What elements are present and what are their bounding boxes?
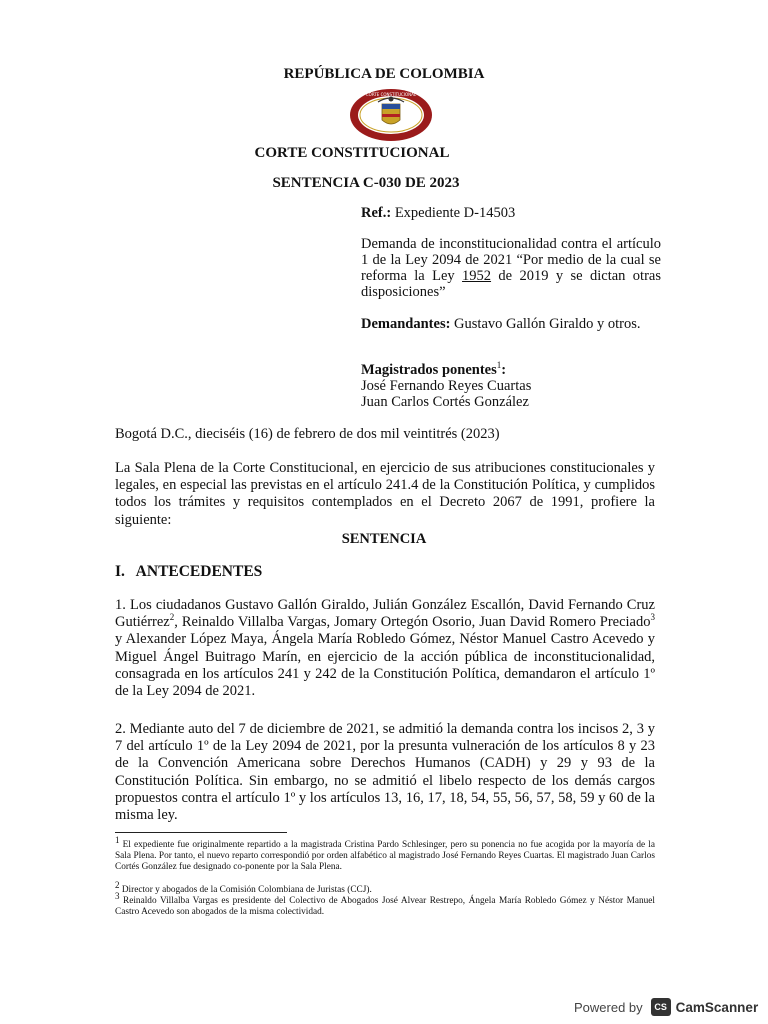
- plaintiffs-line: [361, 316, 661, 332]
- camscanner-watermark: [574, 996, 758, 1018]
- footnote-mark: 3: [115, 891, 120, 901]
- footnote-divider: [115, 832, 287, 833]
- powered-by-label: Powered by: [574, 999, 643, 1015]
- country-title: REPÚBLICA DE COLOMBIA: [283, 66, 485, 82]
- court-title: CORTE CONSTITUCIONAL: [254, 145, 450, 161]
- footnote-text: El expediente fue originalmente repartido a la magistrada Cristina Pardo Schlesinger, pero su ponencia no fue acogida por la mayoría de la Sala Plena. Por tanto, el nuevo reparto correspondió por orden alfabético al magistrado José Fernando Reyes Cuartas. El magistrado Juan Carlos Cortés González fue designado co-ponente por la Sala Plena.: [115, 840, 655, 873]
- demand-law-number: 1952: [462, 268, 492, 284]
- ref-value: Expediente D-14503: [391, 205, 516, 221]
- court-seal-logo: [348, 88, 434, 142]
- para1-text: 1. Los ciudadanos Gustavo Gallón Giraldo, Julián González Escallón, David Fernando Cruz Gutiérrez: [115, 597, 655, 631]
- footnote-ref-1: 1: [496, 360, 502, 371]
- para1-text: , Reinaldo Villalba Vargas, Jomary Ortegón Osorio, Juan David Romero Preciado: [174, 614, 651, 631]
- footnote-3: [115, 891, 655, 918]
- camscanner-brand: CamScanner: [675, 999, 759, 1015]
- svg-text:CORTE CONSTITUCIONAL: CORTE CONSTITUCIONAL: [365, 92, 417, 97]
- demand-text: Demanda de inconstitucionalidad contra el artículo 1 de la Ley 2094 de 2021 “Por medio de la cual se reforma la Ley: [361, 236, 661, 284]
- magistrates-label: Magistrados ponentes: [361, 362, 497, 378]
- footnote-text: Director y abogados de la Comisión Colombiana de Juristas (CCJ).: [119, 885, 372, 896]
- footnote-text: Reinaldo Villalba Vargas es presidente del Colectivo de Abogados José Alvear Restrepo, Ángela María Robledo Gómez y Néstor Manuel Castro Acevedo son abogados de la misma colectividad.: [115, 896, 655, 918]
- reference-line: [361, 205, 661, 221]
- para1-text: y Alexander López Maya, Ángela María Robledo Gómez, Néstor Manuel Castro Acevedo y Miguel Ángel Buitrago Marín, en ejercicio de la acción pública de inconstitucionalidad, consagrada en los artículos 241 y 242 de la Constitución Política, demandaron el artículo 1º de la Ley 2094 de 2021.: [115, 631, 655, 700]
- footnote-mark: 1: [115, 835, 120, 845]
- ruling-title: SENTENCIA C-030 DE 2023: [272, 175, 460, 191]
- magistrates-colon: :: [501, 362, 507, 378]
- paragraph-2: 2. Mediante auto del 7 de diciembre de 2021, se admitió la demanda contra los incisos 2, 3 y 7 del artículo 1º de la Ley 2094 de 2021, por la presunta vulneración de los artículos 8 y 23 de la Convención Americana sobre Derechos Humanos (CADH) y 29 y 93 de la Constitución Política. Sin embargo, no se admitió el libelo respecto de los demás cargos propuestos contra el artículo 1º y los artículos 13, 16, 17, 18, 54, 55, 56, 57, 58, 59 y 60 de la misma ley.: [115, 721, 655, 824]
- paragraph-1: [115, 597, 655, 700]
- footnote-ref-3: 3: [650, 612, 655, 623]
- footnote-mark: 2: [115, 880, 120, 890]
- sentencia-heading: SENTENCIA: [341, 531, 427, 547]
- footnote-2: [115, 880, 655, 896]
- intro-paragraph: La Sala Plena de la Corte Constitucional, en ejercicio de sus atribuciones constitucionales y legales, en especial las previstas en el artículo 241.4 de la Constitución Política, y cumplidos todos los trámites y requisitos contemplados en el Decreto 2067 de 1991, profiere la siguiente:: [115, 460, 655, 528]
- footnote-1: [115, 835, 655, 873]
- section-heading: I. ANTECEDENTES: [115, 563, 263, 580]
- camscanner-logo-icon: CS: [651, 998, 671, 1016]
- magistrates-block: [361, 362, 661, 410]
- plaintiffs-value: Gustavo Gallón Giraldo y otros.: [450, 316, 641, 332]
- magistrate-name: Juan Carlos Cortés González: [361, 394, 529, 410]
- date-line: Bogotá D.C., dieciséis (16) de febrero de dos mil veintitrés (2023): [115, 426, 500, 442]
- demand-description: [361, 236, 661, 300]
- magistrate-name: José Fernando Reyes Cuartas: [361, 378, 532, 394]
- ref-label: Ref.:: [361, 205, 392, 221]
- footnote-ref-2: 2: [169, 612, 175, 623]
- demand-text-end: de 2019 y se dictan otras disposiciones”: [361, 268, 661, 300]
- plaintiffs-label: Demandantes:: [361, 316, 451, 332]
